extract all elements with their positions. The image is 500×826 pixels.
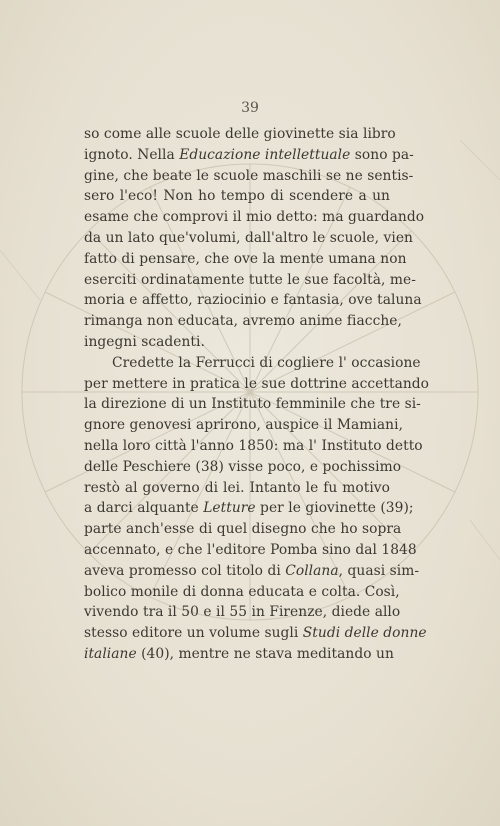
text-line: rimanga non educata, avremo anime fiacche,: [84, 313, 402, 330]
text-line: ingegni scadenti.: [84, 333, 205, 350]
text-line: sero l'eco! Non ho tempo di scendere a un: [84, 188, 390, 205]
paragraph-2: [84, 353, 430, 665]
text-line: per mettere in pratica le sue dottrine accettando: [84, 375, 430, 392]
text-line: stesso editore un volume sugli Studi delle donne: [84, 625, 427, 642]
text-line: da un lato que'volumi, dall'altro le scuole, vien: [84, 229, 413, 246]
text-line: parte anch'esse di quel disegno che ho sopra: [84, 521, 402, 538]
text-line: esame che comprovi il mio detto: ma guardando: [84, 209, 425, 226]
text-line: gine, che beate le scuole maschili se ne sentis-: [84, 167, 414, 184]
text-line: restò al governo di lei. Intanto le fu motivo: [84, 479, 390, 496]
text-line: accennato, e che l'editore Pomba sino dal 1848: [84, 541, 417, 558]
italic-title: Letture: [203, 500, 256, 517]
text-line: bolico monile di donna educata e colta. Così,: [84, 583, 400, 600]
text-line: a darci alquante Letture per le giovinette (39);: [84, 500, 414, 517]
page-number: 39: [241, 100, 259, 116]
paragraph-1: [84, 124, 425, 353]
text-line: italiane (40), mentre ne stava meditando un: [84, 645, 394, 662]
text-line: fatto di pensare, che ove la mente umana non: [84, 250, 407, 267]
italic-title: Studi delle donne: [302, 625, 427, 642]
text-line: aveva promesso col titolo di Collana, quasi sim-: [84, 562, 420, 579]
text-line: nella loro città l'anno 1850: ma l' Instituto detto: [84, 437, 423, 454]
text-line: delle Peschiere (38) visse poco, e pochissimo: [84, 458, 402, 475]
italic-title: italiane: [84, 645, 137, 662]
text-line: ignoto. Nella Educazione intellettuale sono pa-: [84, 146, 414, 163]
text-line: la direzione di un Instituto femminile che tre si-: [84, 396, 421, 413]
text-line: Credette la Ferrucci di cogliere l' occasione: [112, 354, 421, 371]
text-line: eserciti ordinatamente tutte le sue facoltà, me-: [84, 271, 416, 288]
text-line: moria e affetto, raziocinio e fantasia, ove taluna: [84, 292, 422, 309]
text-line: so come alle scuole delle giovinette sia libro: [84, 126, 396, 142]
text-line: vivendo tra il 50 e il 55 in Firenze, diede allo: [84, 604, 401, 621]
body-text: [84, 124, 430, 665]
italic-title: Collana: [285, 562, 339, 579]
text-line: gnore genovesi aprirono, auspice il Mamiani,: [84, 417, 404, 434]
italic-title: Educazione intellettuale: [179, 146, 351, 163]
